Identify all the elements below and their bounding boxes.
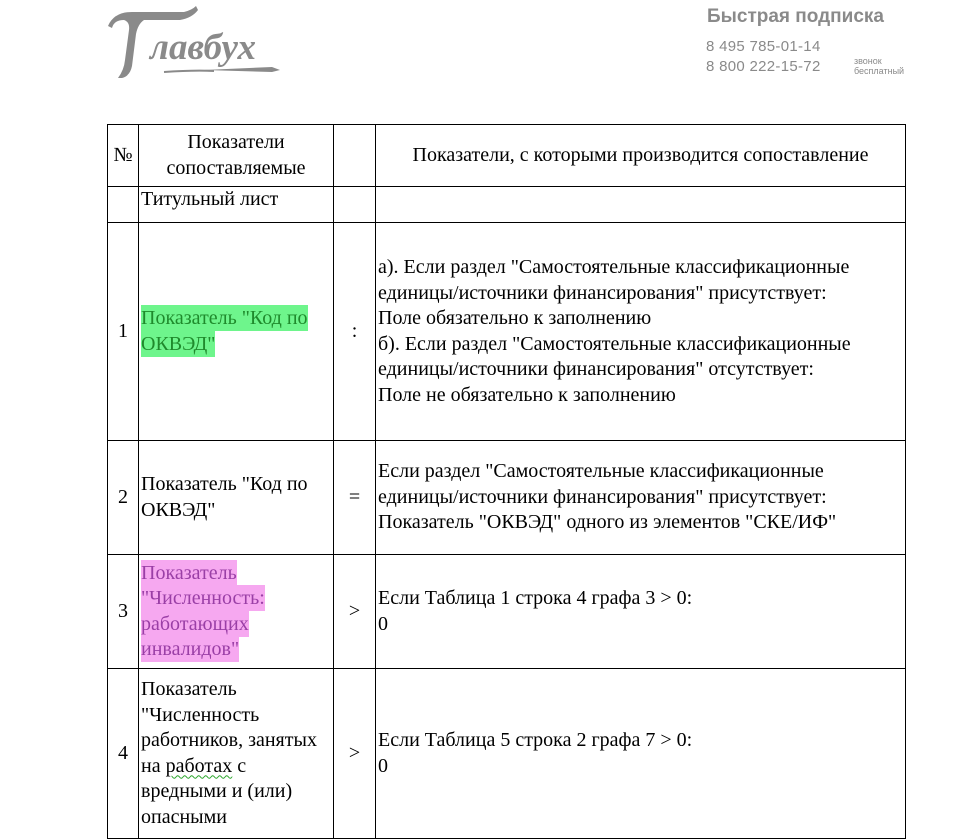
header-operator	[334, 125, 376, 187]
table-header-row	[108, 125, 906, 187]
row-operator: >	[334, 555, 376, 669]
condition-line: Если раздел "Самостоятельные классификационные единицы/источники финансирования" присутствует:	[378, 460, 827, 508]
free-call-line-2: бесплатный	[854, 66, 905, 76]
row-condition	[376, 669, 906, 839]
condition-line: б). Если раздел "Самостоятельные классификационные единицы/источники финансирования" отсутствует:	[378, 332, 851, 380]
condition-line: Если Таблица 5 строка 2 графа 7 > 0:	[378, 729, 693, 751]
condition-line: 0	[378, 754, 388, 777]
condition-line: Показатель "ОКВЭД" одного из элементов "СКЕ/ИФ"	[378, 511, 837, 534]
condition-line: Поле не обязательно к заполнению	[378, 383, 676, 406]
indicator-text-end: с вредными и (или) опасными	[141, 754, 293, 828]
row-condition	[376, 555, 906, 669]
row-num: 2	[108, 441, 139, 555]
phone-number-1[interactable]: 8 495 785-01-14	[706, 38, 821, 55]
row-indicator	[139, 223, 334, 441]
section-cond-cell	[376, 187, 906, 223]
condition-line: Поле обязательно к заполнению	[378, 307, 652, 329]
table-row	[108, 669, 906, 839]
spellcheck-underlined-word: работах	[165, 754, 233, 777]
free-call-line-1: звонок	[854, 56, 882, 66]
row-operator: :	[334, 223, 376, 441]
row-num: 4	[108, 669, 139, 839]
logo-text: лавбух	[150, 27, 256, 68]
section-num-cell	[108, 187, 139, 223]
table-row	[108, 555, 906, 669]
condition-line: а). Если раздел "Самостоятельные классификационные единицы/источники финансирования" присутствует:	[378, 256, 850, 304]
indicator-text-start: Показатель "Численность работников, занятых на	[141, 678, 317, 777]
row-num: 3	[108, 555, 139, 669]
condition-line: 0	[378, 612, 388, 635]
comparison-table	[107, 124, 906, 839]
row-condition	[376, 441, 906, 555]
table-row	[108, 223, 906, 441]
header-num: №	[108, 125, 139, 187]
header-indicator: Показатели сопоставляемые	[139, 125, 334, 187]
row-num: 1	[108, 223, 139, 441]
row-condition	[376, 223, 906, 441]
row-indicator: Показатель "Код по ОКВЭД"	[139, 441, 334, 555]
section-title: Титульный лист	[139, 187, 334, 223]
row-operator: =	[334, 441, 376, 555]
phone-number-2[interactable]: 8 800 222-15-72	[706, 58, 821, 75]
table-row	[108, 441, 906, 555]
row-indicator	[139, 555, 334, 669]
row-operator: >	[334, 669, 376, 839]
table-section-row	[108, 187, 906, 223]
highlighted-indicator: Показатель "Численность: работающих инвалидов"	[141, 561, 265, 660]
condition-line: Если Таблица 1 строка 4 графа 3 > 0:	[378, 587, 693, 609]
quick-subscription-link[interactable]: Быстрая подписка	[707, 6, 884, 27]
highlighted-indicator: Показатель "Код по ОКВЭД"	[141, 307, 308, 355]
free-call-note	[854, 56, 904, 76]
row-indicator	[139, 669, 334, 839]
glavbukh-logo[interactable]	[104, 4, 284, 82]
section-op-cell	[334, 187, 376, 223]
header-condition: Показатели, с которыми производится сопоставление	[376, 125, 906, 187]
